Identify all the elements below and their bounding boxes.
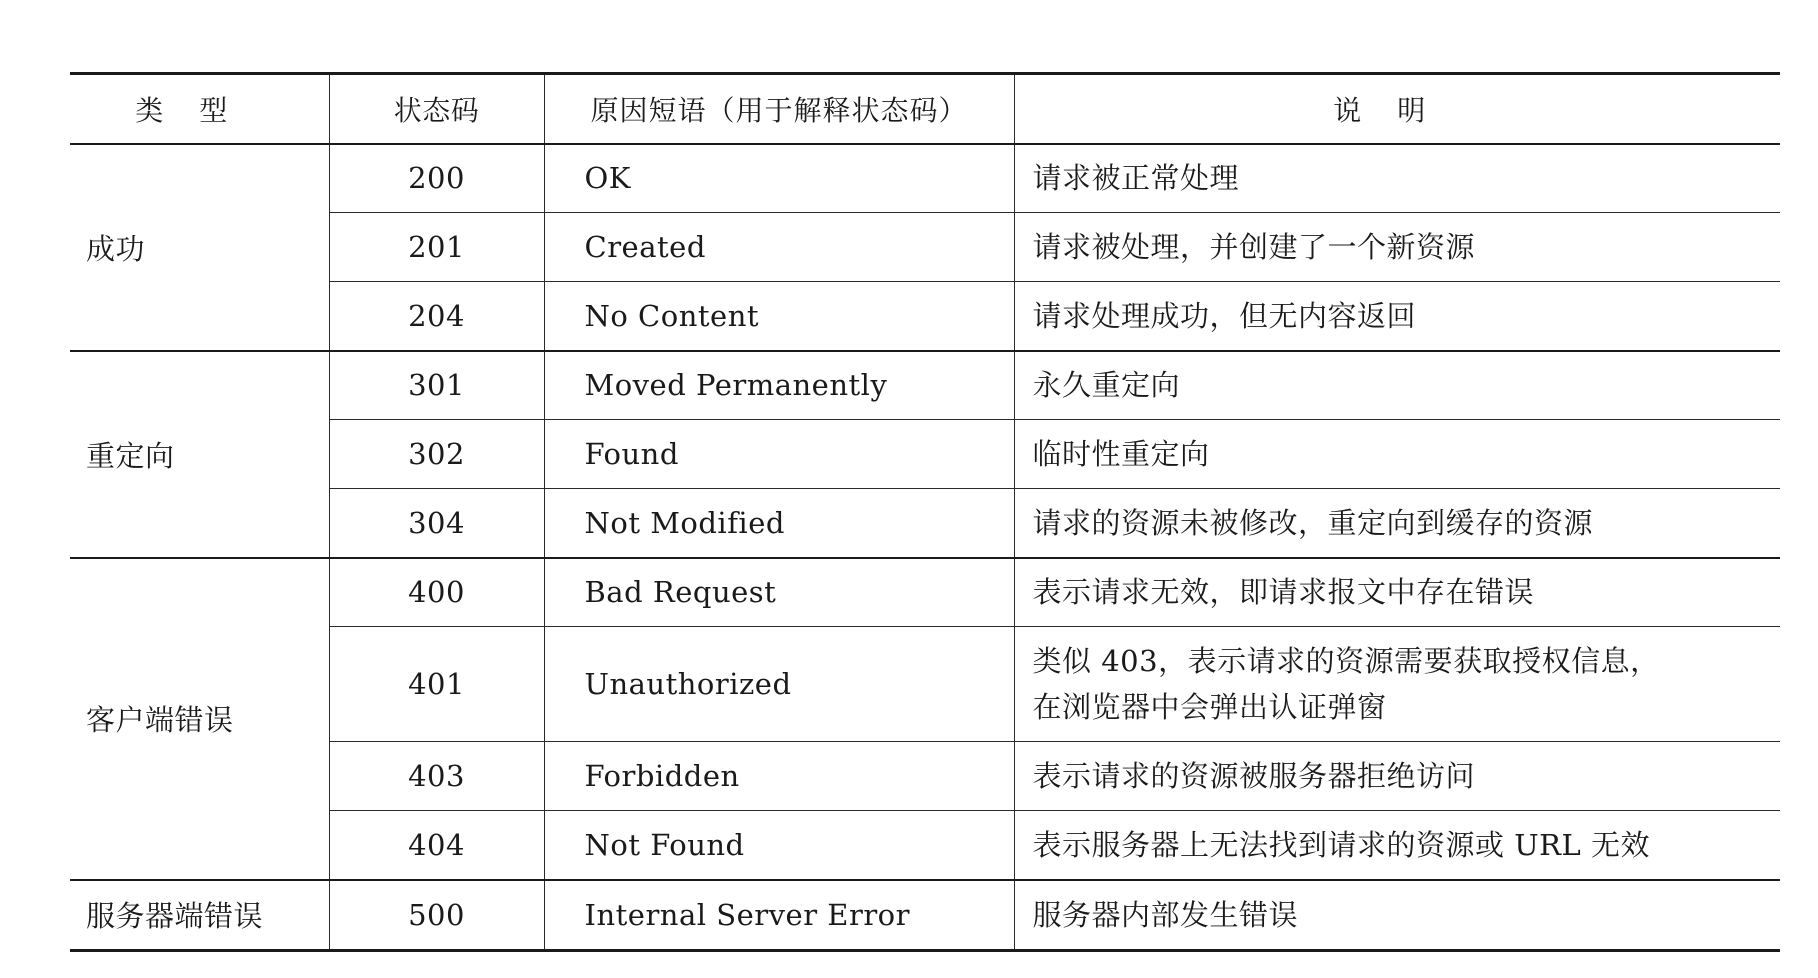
description-line: 表示请求无效，即请求报文中存在错误 xyxy=(1032,575,1535,610)
description-cell xyxy=(1014,742,1780,811)
category-cell: 成功 xyxy=(70,144,329,351)
reason-phrase-cell: Internal Server Error xyxy=(544,880,1014,951)
description-line: 请求被正常处理 xyxy=(1032,161,1240,196)
description-cell xyxy=(1014,144,1780,213)
status-code-cell: 302 xyxy=(329,420,544,489)
header-row xyxy=(70,74,1780,144)
description-line: 请求的资源未被修改，重定向到缓存的资源 xyxy=(1032,505,1594,540)
reason-phrase-cell: No Content xyxy=(544,282,1014,351)
header-code: 状态码 xyxy=(329,74,544,144)
description-cell xyxy=(1014,351,1780,420)
table-row xyxy=(70,880,1780,951)
reason-phrase-cell: Not Modified xyxy=(544,489,1014,558)
description-line: 在浏览器中会弹出认证弹窗 xyxy=(1032,690,1387,724)
status-code-cell: 403 xyxy=(329,742,544,811)
description-cell xyxy=(1014,880,1780,951)
status-code-cell: 201 xyxy=(329,213,544,282)
description-line: 表示服务器上无法找到请求的资源或 URL 无效 xyxy=(1032,827,1650,862)
reason-phrase-cell: Moved Permanently xyxy=(544,351,1014,420)
category-cell: 重定向 xyxy=(70,351,329,558)
status-code-cell: 204 xyxy=(329,282,544,351)
description-line: 请求被处理，并创建了一个新资源 xyxy=(1032,230,1476,264)
description-cell xyxy=(1014,627,1780,742)
reason-phrase-cell: Unauthorized xyxy=(544,627,1014,742)
status-code-cell: 400 xyxy=(329,558,544,627)
status-code-cell: 200 xyxy=(329,144,544,213)
header-description: 说明 xyxy=(1014,74,1780,144)
header-phrase: 原因短语（用于解释状态码） xyxy=(544,74,1014,144)
description-line: 请求处理成功，但无内容返回 xyxy=(1032,298,1417,333)
description-cell xyxy=(1014,282,1780,351)
table-body xyxy=(70,144,1780,951)
description-cell xyxy=(1014,213,1780,282)
description-cell xyxy=(1014,420,1780,489)
table-row xyxy=(70,144,1780,213)
header-type: 类型 xyxy=(70,74,329,144)
description-cell xyxy=(1014,558,1780,627)
reason-phrase-cell: Not Found xyxy=(544,811,1014,880)
reason-phrase-cell: Found xyxy=(544,420,1014,489)
category-cell: 服务器端错误 xyxy=(70,880,329,951)
reason-phrase-cell: Bad Request xyxy=(544,558,1014,627)
description-cell xyxy=(1014,489,1780,558)
table-row xyxy=(70,558,1780,627)
description-cell xyxy=(1014,811,1780,880)
category-cell: 客户端错误 xyxy=(70,558,329,880)
reason-phrase-cell: Created xyxy=(544,213,1014,282)
status-code-cell: 301 xyxy=(329,351,544,420)
http-status-code-table xyxy=(70,72,1780,952)
description-line: 表示请求的资源被服务器拒绝访问 xyxy=(1032,759,1476,793)
description-line: 类似 403，表示请求的资源需要获取授权信息， xyxy=(1032,644,1660,678)
description-line: 永久重定向 xyxy=(1032,368,1181,403)
description-line: 服务器内部发生错误 xyxy=(1032,897,1299,932)
table-row xyxy=(70,351,1780,420)
status-code-cell: 401 xyxy=(329,627,544,742)
status-code-cell: 304 xyxy=(329,489,544,558)
description-line: 临时性重定向 xyxy=(1032,437,1210,471)
status-code-cell: 404 xyxy=(329,811,544,880)
reason-phrase-cell: Forbidden xyxy=(544,742,1014,811)
reason-phrase-cell: OK xyxy=(544,144,1014,213)
status-code-cell: 500 xyxy=(329,880,544,951)
